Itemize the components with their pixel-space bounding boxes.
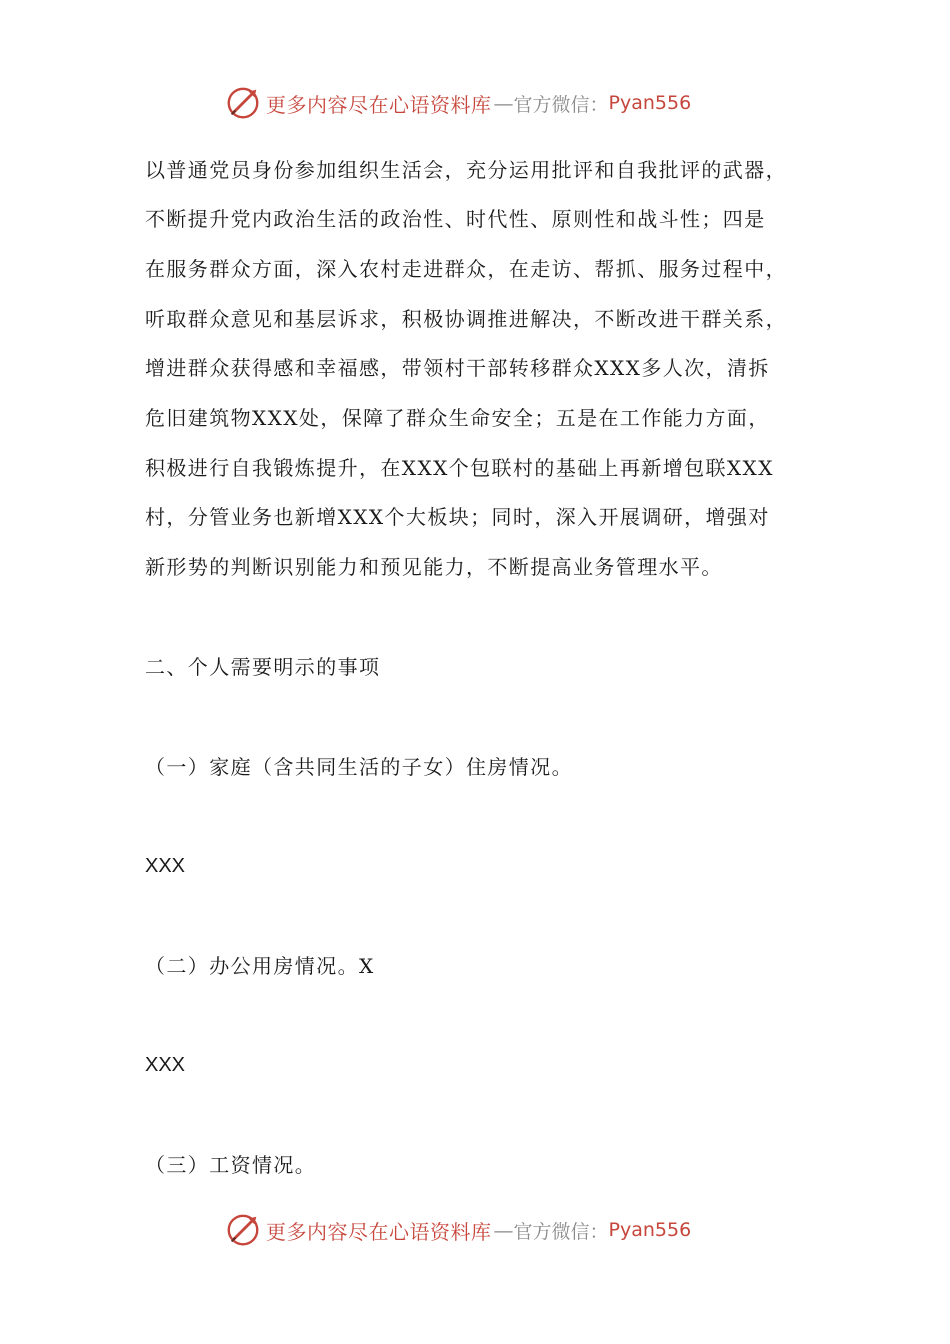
section-heading: 二、个人需要明示的事项 <box>145 655 381 679</box>
footer-watermark-banner <box>224 1210 744 1250</box>
item-housing-value: XXX <box>145 855 186 877</box>
paragraph-line: 增进群众获得感和幸福感，带领村干部转移群众XXX多人次，清拆 <box>145 356 770 380</box>
item-salary-heading: （三）工资情况。 <box>145 1153 317 1177</box>
item-office-value: XXX <box>145 1054 186 1076</box>
banner-wechat-label: 官方微信： <box>513 1220 609 1243</box>
banner-title: 更多内容尽在心语资料库 <box>266 1219 492 1244</box>
paragraph-line: 听取群众意见和基层诉求，积极协调推进解决，不断改进干群关系， <box>145 307 787 331</box>
paragraph-line: 以普通党员身份参加组织生活会，充分运用批评和自我批评的武器， <box>145 158 787 182</box>
item-housing-heading: （一）家庭（含共同生活的子女）住房情况。 <box>145 755 573 779</box>
banner-separator: — <box>493 1218 512 1242</box>
banner-wechat-id: Pyan556 <box>608 92 692 114</box>
banner-wechat-label: 官方微信： <box>513 93 609 116</box>
paragraph-line: 不断提升党内政治生活的政治性、时代性、原则性和战斗性；四是 <box>145 207 766 231</box>
paragraph-line: 危旧建筑物XXX处，保障了群众生命安全；五是在工作能力方面， <box>145 406 770 430</box>
paragraph-line: 新形势的判断识别能力和预见能力，不断提高业务管理水平。 <box>145 555 723 579</box>
paragraph-line: 在服务群众方面，深入农村走进群众，在走访、帮抓、服务过程中， <box>145 257 787 281</box>
paragraph-line: 积极进行自我锻炼提升，在XXX个包联村的基础上再新增包联XXX <box>145 456 774 480</box>
banner-wechat-id: Pyan556 <box>608 1219 692 1241</box>
banner-title: 更多内容尽在心语资料库 <box>266 92 492 117</box>
header-watermark-banner <box>224 83 744 123</box>
item-office-heading: （二）办公用房情况。X <box>145 954 375 978</box>
pen-logo-icon <box>224 1211 262 1249</box>
paragraph-line: 村，分管业务也新增XXX个大板块；同时，深入开展调研，增强对 <box>145 505 770 529</box>
pen-logo-icon <box>224 84 262 122</box>
banner-separator: — <box>493 91 512 115</box>
